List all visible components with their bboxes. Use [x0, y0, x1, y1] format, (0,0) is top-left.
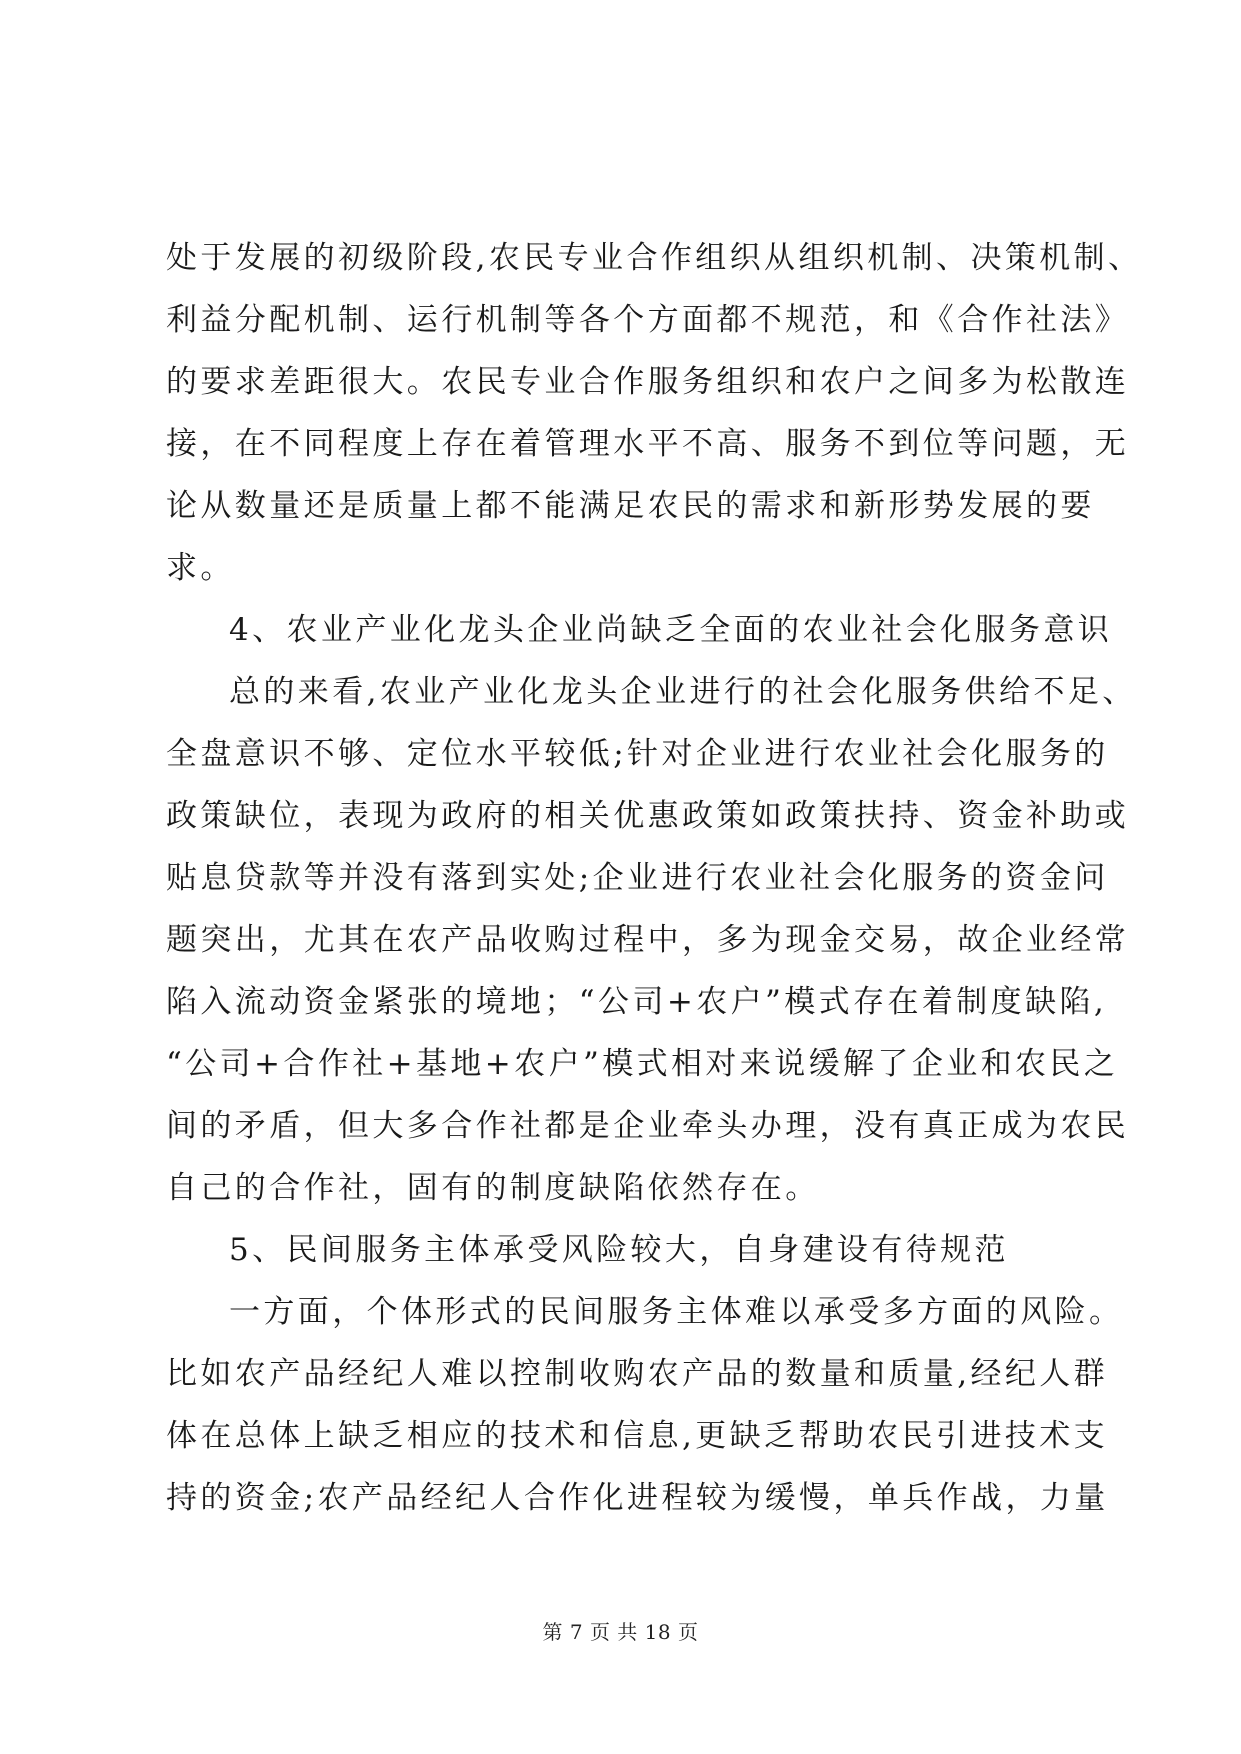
paragraph-2	[166, 661, 1137, 1219]
text-line: 题突出，尤其在农产品收购过程中，多为现金交易，故企业经常	[166, 922, 1130, 958]
text-line: 持的资金;农产品经纪人合作化进程较为缓慢，单兵作战，力量	[166, 1480, 1109, 1516]
text-line: 间的矛盾，但大多合作社都是企业牵头办理，没有真正成为农民	[166, 1108, 1130, 1144]
section-heading-5	[166, 1219, 1076, 1281]
text-line: 比如农产品经纪人难以控制收购农产品的数量和质量,经纪人群	[166, 1356, 1109, 1392]
text-line: 的要求差距很大。农民专业合作服务组织和农户之间多为松散连	[166, 364, 1130, 400]
text-line: 政策缺位，表现为政府的相关优惠政策如政策扶持、资金补助或	[166, 798, 1130, 834]
section-heading: 4、农业产业化龙头企业尚缺乏全面的农业社会化服务意识	[229, 612, 1113, 648]
text-line: 求。	[166, 550, 235, 586]
text-line: 全盘意识不够、定位水平较低;针对企业进行农业社会化服务的	[166, 736, 1109, 772]
text-line: “公司+合作社+基地+农户”模式相对来说缓解了企业和农民之	[166, 1046, 1119, 1082]
paragraph-1	[166, 227, 1143, 599]
text-line: 一方面，个体形式的民间服务主体难以承受多方面的风险。	[229, 1294, 1124, 1330]
section-heading-4	[166, 599, 1113, 661]
paragraph-3	[166, 1281, 1124, 1529]
text-line: 接，在不同程度上存在着管理水平不高、服务不到位等问题，无	[166, 426, 1130, 462]
text-line: 体在总体上缺乏相应的技术和信息,更缺乏帮助农民引进技术支	[166, 1418, 1109, 1454]
text-line: 自己的合作社，固有的制度缺陷依然存在。	[166, 1170, 820, 1206]
text-line: 总的来看,农业产业化龙头企业进行的社会化服务供给不足、	[229, 674, 1137, 710]
text-line: 利益分配机制、运行机制等各个方面都不规范，和《合作社法》	[166, 302, 1130, 338]
text-line: 论从数量还是质量上都不能满足农民的需求和新形势发展的要	[166, 488, 1095, 524]
text-line: 陷入流动资金紧张的境地；“公司+农户”模式存在着制度缺陷,	[166, 984, 1108, 1020]
document-body	[166, 227, 1143, 1529]
page-number-footer: 第 7 页 共 18 页	[542, 1620, 699, 1644]
text-line: 贴息贷款等并没有落到实处;企业进行农业社会化服务的资金问	[166, 860, 1109, 896]
section-heading: 5、民间服务主体承受风险较大，自身建设有待规范	[229, 1232, 1009, 1268]
text-line: 处于发展的初级阶段,农民专业合作组织从组织机制、决策机制、	[166, 240, 1143, 276]
